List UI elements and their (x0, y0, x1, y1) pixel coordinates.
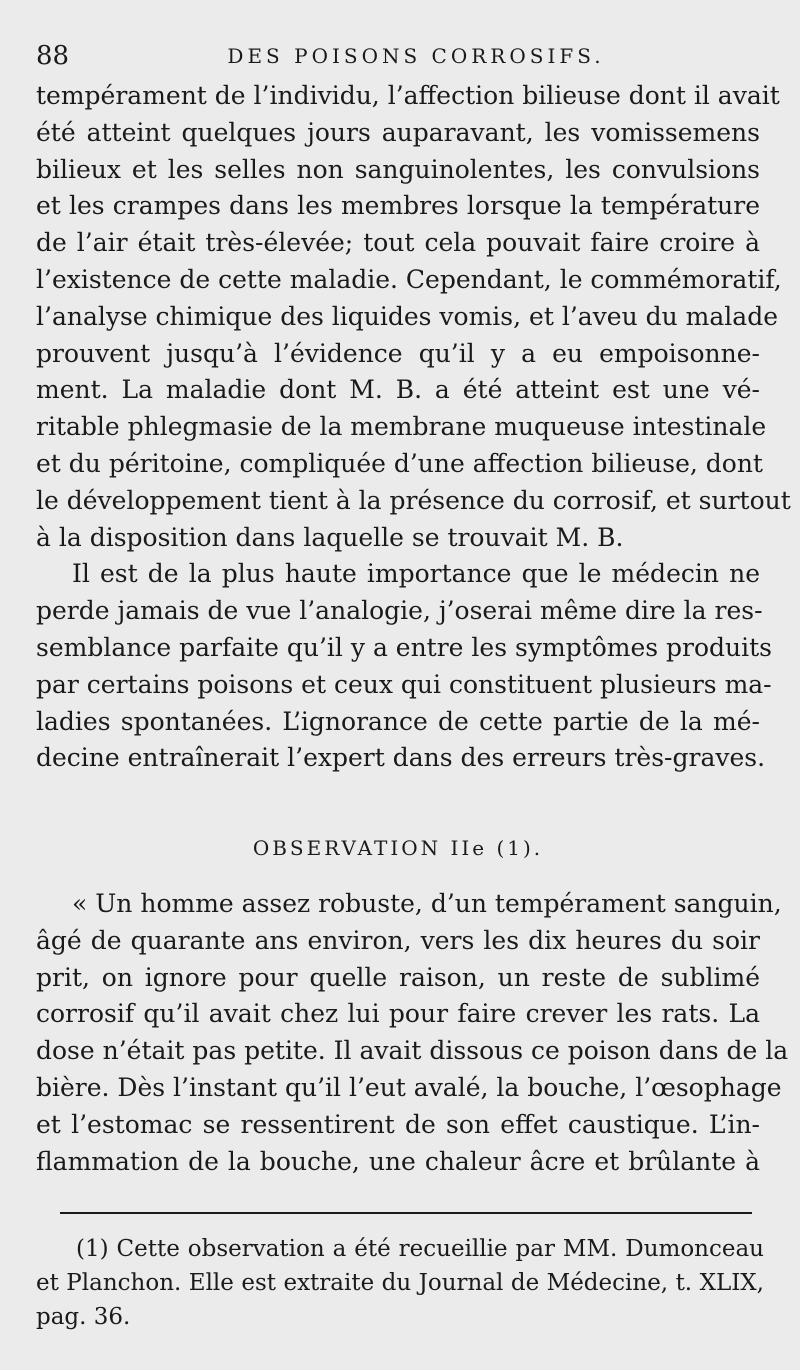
text-line: Il est de la plus haute importance que le médecin ne (72, 559, 760, 589)
text-line: tempérament de l’individu, l’affection bilieuse dont il avait (36, 81, 780, 110)
footnote (36, 1232, 764, 1334)
text-line: ladies spontanées. L’ignorance de cette partie de la mé- (36, 706, 760, 736)
text-line: ritable phlegmasie de la membrane muqueuse intestinale (36, 412, 767, 442)
text-line: decine entraînerait l’expert dans des erreurs très-graves. (36, 743, 766, 773)
observation-heading: OBSERVATION IIe (1). (252, 836, 544, 860)
text-line: de l’air était très-élevée; tout cela pouvait faire croire à (36, 228, 760, 258)
footnote-line: pag. 36. (36, 1304, 131, 1330)
observation-text (36, 886, 789, 1180)
running-head (36, 36, 756, 76)
text-line: à la disposition dans laquelle se trouvait M. B. (36, 522, 624, 552)
text-line: et les crampes dans les membres lorsque la température (36, 191, 760, 221)
footnote-divider (60, 1212, 752, 1214)
text-line: et du péritoine, compliquée d’une affection bilieuse, dont (36, 448, 763, 478)
text-line: corrosif qu’il avait chez lui pour faire crever les rats. La (36, 999, 760, 1029)
footnote-line: et Planchon. Elle est extraite du Journal de Médecine, t. XLIX, (36, 1270, 764, 1296)
text-line: l’existence de cette maladie. Cependant, le commémoratif, (36, 264, 782, 294)
text-line: bilieux et les selles non sanguinolentes, les convulsions (36, 154, 760, 184)
main-text (36, 78, 791, 777)
text-line: prit, on ignore pour quelle raison, un reste de sublimé (36, 962, 760, 992)
text-line: « Un homme assez robuste, d’un tempérament sanguin, (72, 889, 782, 918)
text-line: perde jamais de vue l’analogie, j’oserai même dire la res- (36, 596, 763, 626)
text-line: par certains poisons et ceux qui constituent plusieurs ma- (36, 669, 772, 699)
text-line: dose n’était pas petite. Il avait dissous ce poison dans de la (36, 1036, 789, 1066)
text-line: semblance parfaite qu’il y a entre les symptômes produits (36, 632, 773, 662)
footnote-line: (1) Cette observation a été recueillie par MM. Dumonceau (76, 1236, 764, 1262)
text-line: flammation de la bouche, une chaleur âcre et brûlante à (36, 1146, 760, 1176)
text-line: ment. La maladie dont M. B. a été atteint est une vé- (36, 375, 760, 405)
text-line: été atteint quelques jours auparavant, les vomissemens (36, 117, 760, 147)
text-line: âgé de quarante ans environ, vers les dix heures du soir (36, 925, 760, 955)
running-title: DES POISONS CORROSIFS. (227, 44, 605, 68)
text-line: le développement tient à la présence du corrosif, et surtout (36, 485, 791, 515)
text-line: prouvent jusqu’à l’évidence qu’il y a eu empoisonne- (36, 338, 760, 368)
page-number: 88 (36, 41, 70, 71)
text-line: et l’estomac se ressentirent de son effet caustique. L’in- (36, 1109, 760, 1139)
text-line: l’analyse chimique des liquides vomis, et l’aveu du malade (36, 301, 778, 331)
text-line: bière. Dès l’instant qu’il l’eut avalé, la bouche, l’œsophage (36, 1072, 782, 1102)
